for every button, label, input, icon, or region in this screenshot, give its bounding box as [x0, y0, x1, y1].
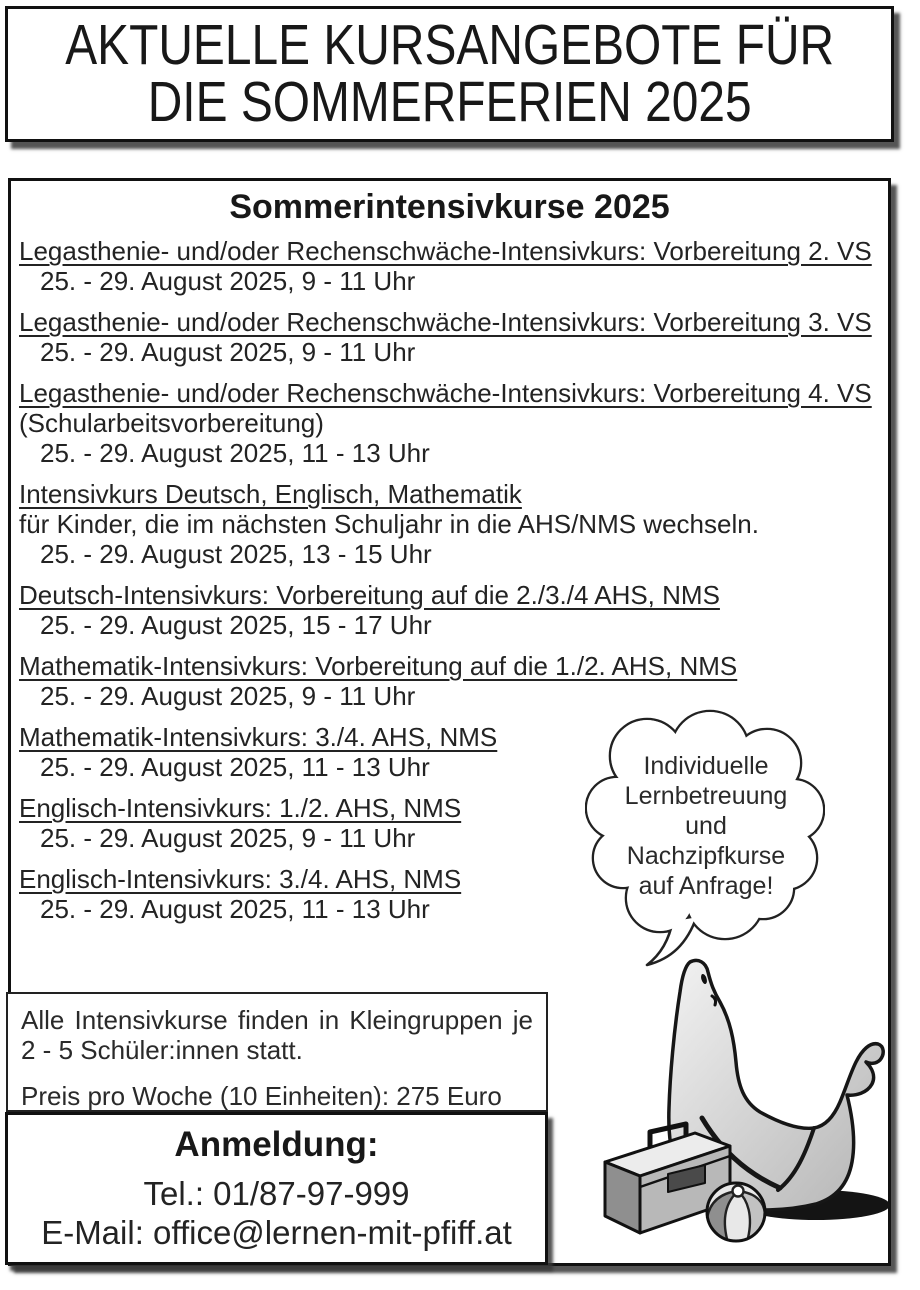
- seal-with-suitcase-and-beachball-icon: [590, 950, 890, 1265]
- course-title: Englisch-Intensivkurs: 1./2. AHS, NMS: [19, 793, 462, 823]
- bubble-line: Lernbetreuung: [624, 782, 788, 810]
- course-title: Legasthenie- und/oder Rechenschwäche-Intensivkurs: Vorbereitung 4. VS: [19, 378, 872, 408]
- course-date: 25. - 29. August 2025, 11 - 13 Uhr: [40, 752, 430, 782]
- registration-heading: Anmeldung:: [174, 1125, 379, 1164]
- course-title: Deutsch-Intensivkurs: Vorbereitung auf die 2./3./4 AHS, NMS: [19, 580, 720, 610]
- course-title: Mathematik-Intensivkurs: Vorbereitung auf die 1./2. AHS, NMS: [19, 651, 738, 681]
- email-address: E-Mail: office@lernen-mit-pfiff.at: [41, 1214, 512, 1251]
- beachball-icon: [707, 1183, 765, 1241]
- course-title: Englisch-Intensivkurs: 3./4. AHS, NMS: [19, 864, 462, 894]
- course-title: Intensivkurs Deutsch, Englisch, Mathematik: [19, 479, 522, 509]
- course-subtitle: für Kinder, die im nächsten Schuljahr in die AHS/NMS wechseln.: [19, 509, 759, 539]
- info-box: [6, 992, 548, 1112]
- course-entry: [19, 307, 880, 367]
- bubble-text: [596, 751, 816, 901]
- bubble-line: und: [685, 812, 727, 840]
- bubble-line: Nachzipfkurse: [626, 842, 786, 870]
- course-date: 25. - 29. August 2025, 9 - 11 Uhr: [40, 681, 416, 711]
- beachball-hub: [733, 1186, 744, 1197]
- course-title: Legasthenie- und/oder Rechenschwäche-Intensivkurs: Vorbereitung 2. VS: [19, 236, 872, 266]
- flyer-title-box: [5, 6, 894, 142]
- course-title: Mathematik-Intensivkurs: 3./4. AHS, NMS: [19, 722, 498, 752]
- flyer-title-line-1: AKTUELLE KURSANGEBOTE FÜR: [65, 13, 834, 77]
- course-date: 25. - 29. August 2025, 11 - 13 Uhr: [40, 894, 430, 924]
- bubble-line: auf Anfrage!: [638, 872, 774, 900]
- course-date: 25. - 29. August 2025, 9 - 11 Uhr: [40, 823, 416, 853]
- course-date: 25. - 29. August 2025, 13 - 15 Uhr: [40, 539, 432, 569]
- course-date: 25. - 29. August 2025, 15 - 17 Uhr: [40, 610, 432, 640]
- course-entry: [19, 479, 880, 569]
- course-title: Legasthenie- und/oder Rechenschwäche-Intensivkurs: Vorbereitung 3. VS: [19, 307, 872, 337]
- course-date: 25. - 29. August 2025, 11 - 13 Uhr: [40, 438, 430, 468]
- price-note: Preis pro Woche (10 Einheiten): 275 Euro: [21, 1081, 502, 1111]
- course-entry: [19, 651, 880, 711]
- bubble-line: Individuelle: [643, 752, 769, 780]
- courses-heading: Sommerintensivkurse 2025: [229, 188, 670, 226]
- course-entry: [19, 378, 880, 468]
- flyer-title-line-2: DIE SOMMERFERIEN 2025: [147, 70, 752, 134]
- course-date: 25. - 29. August 2025, 9 - 11 Uhr: [40, 337, 416, 367]
- course-subtitle: (Schularbeitsvorbereitung): [19, 408, 324, 438]
- phone-number: Tel.: 01/87-97-999: [143, 1175, 410, 1212]
- course-date: 25. - 29. August 2025, 9 - 11 Uhr: [40, 266, 416, 296]
- suitcase-side: [605, 1162, 640, 1233]
- course-entry: [19, 580, 880, 640]
- flyer-title: [65, 13, 834, 134]
- registration-box: [5, 1112, 548, 1265]
- course-entry: [19, 236, 880, 296]
- group-size-note: Alle Intensivkurse finden in Kleingruppen je 2 - 5 Schüler:innen statt.: [21, 1005, 533, 1065]
